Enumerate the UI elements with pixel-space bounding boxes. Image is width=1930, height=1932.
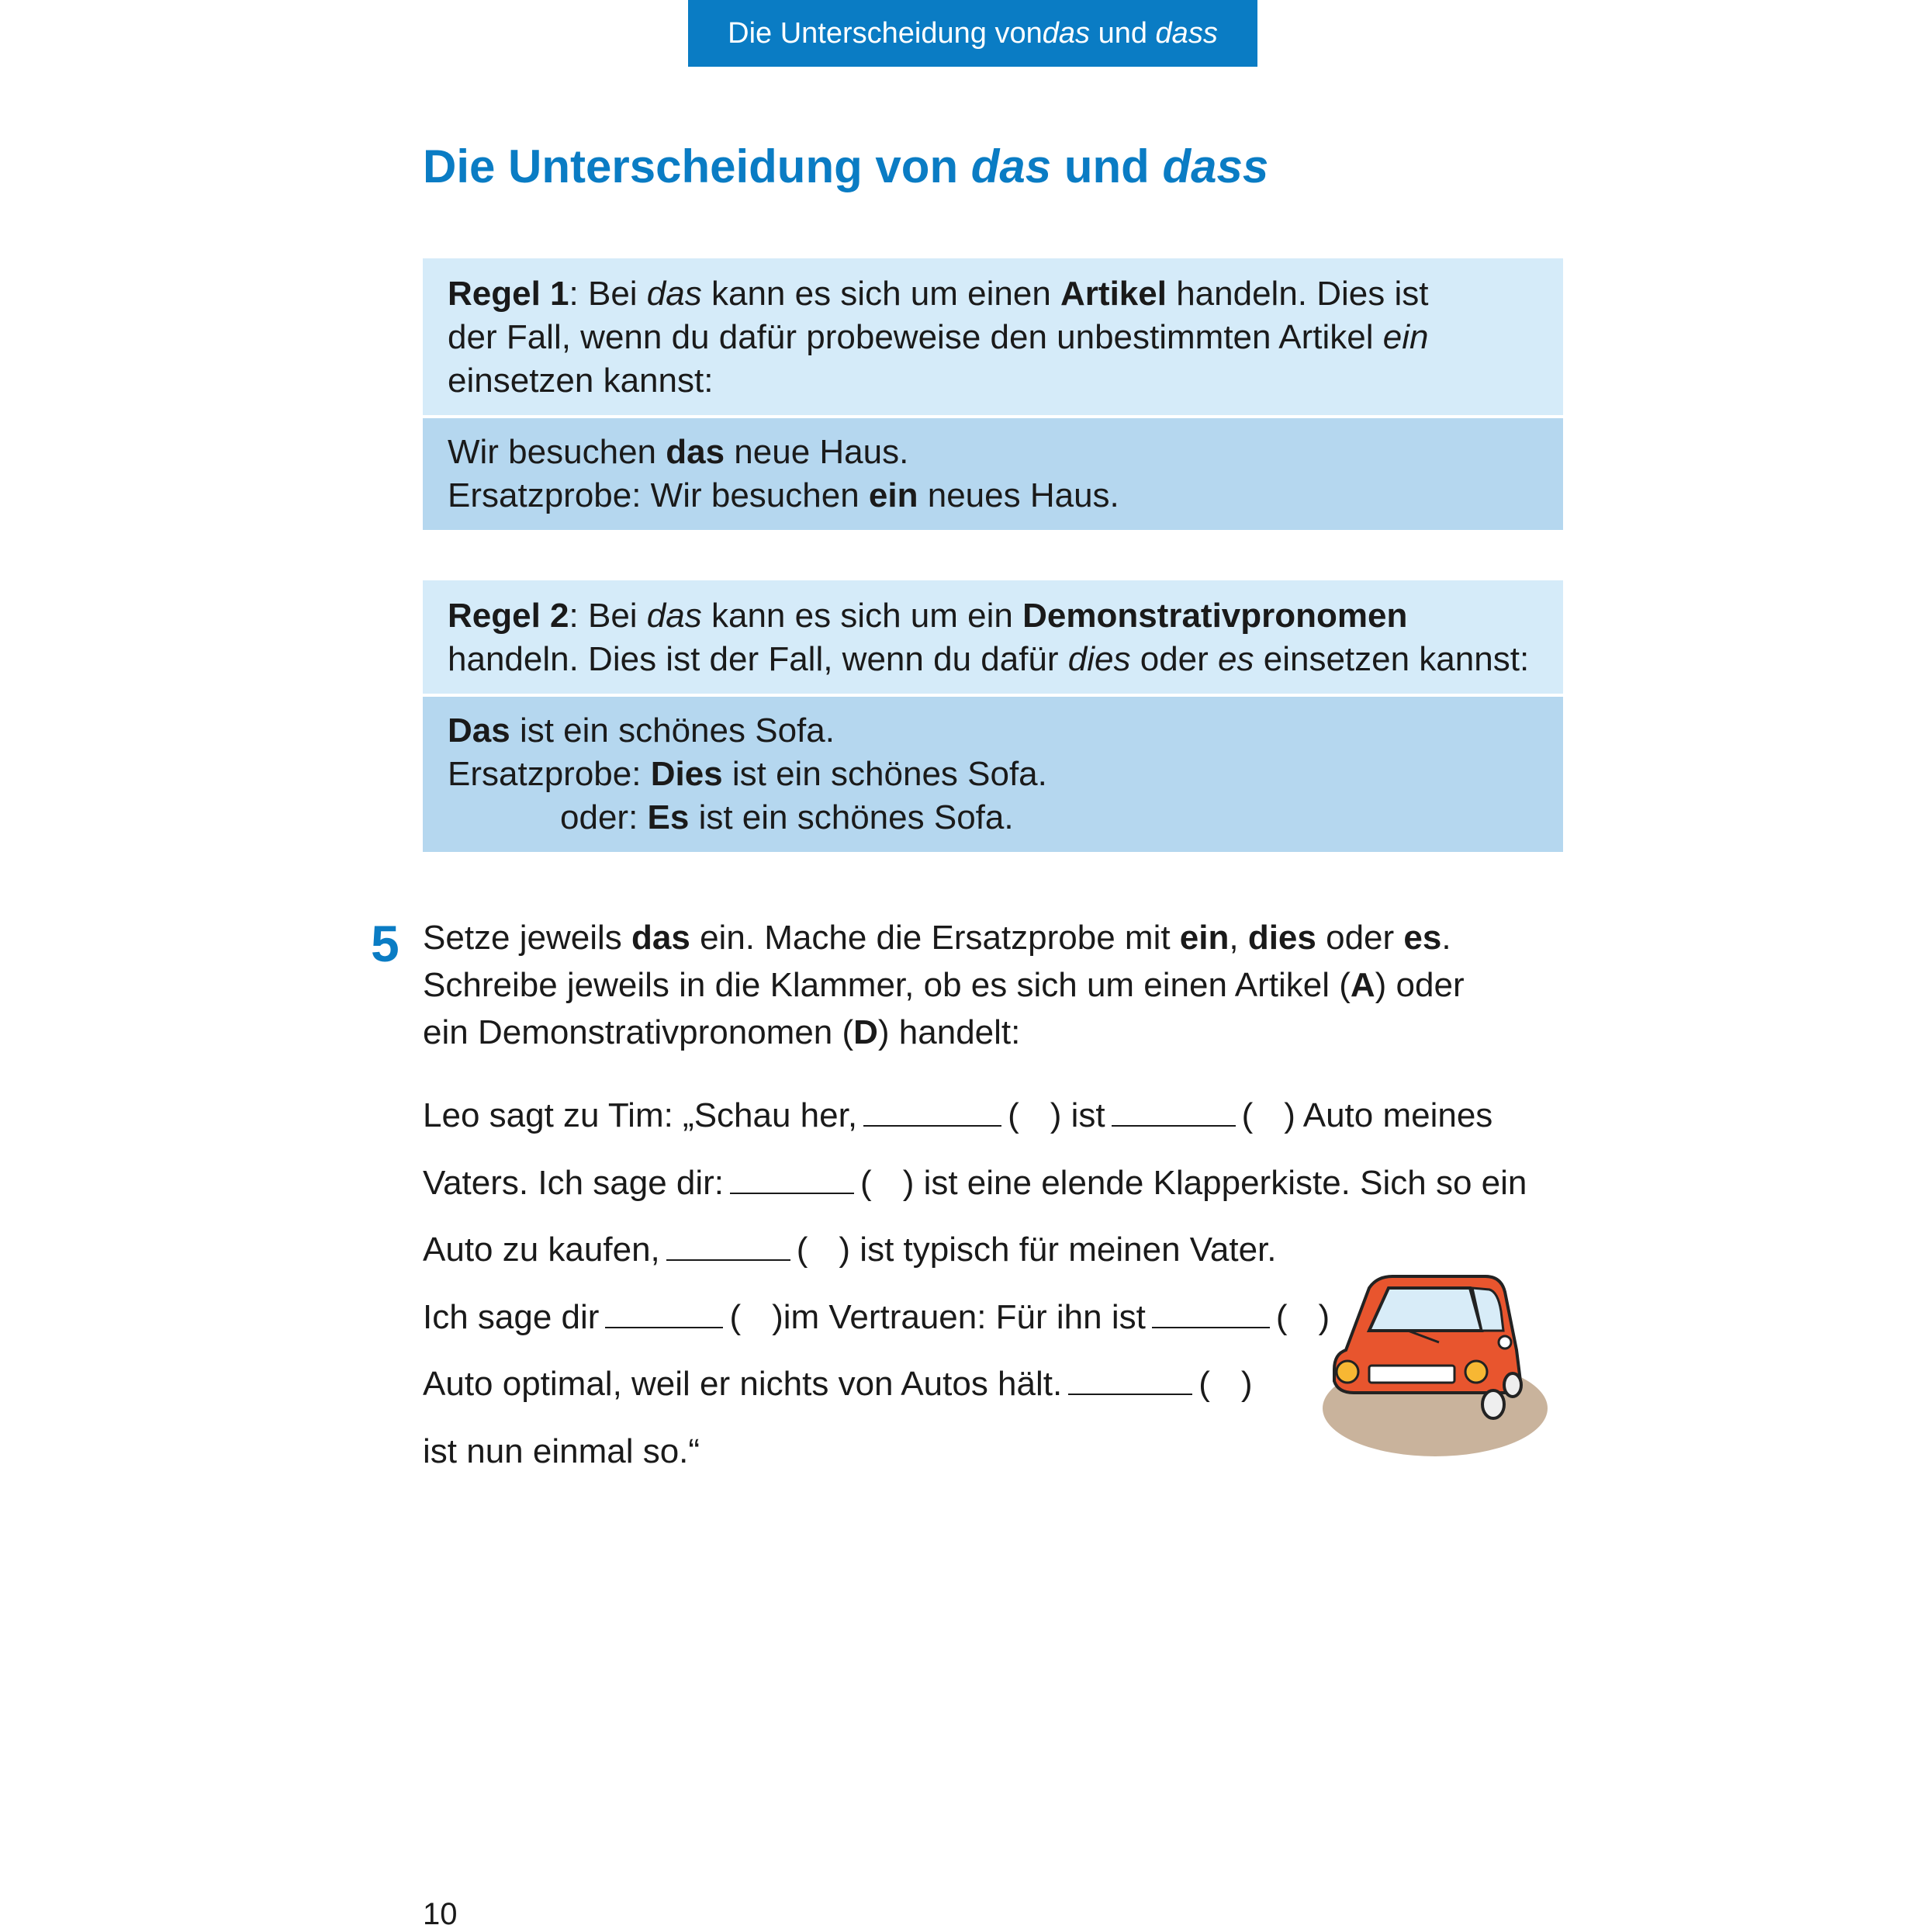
exercise-text-segment: Auto zu kaufen,: [423, 1231, 660, 1269]
rule-2-text: : Bei: [569, 597, 647, 635]
example-text: neues Haus.: [918, 476, 1119, 514]
page-title: [423, 140, 1268, 193]
exercise-text-segment: ) Auto meines: [1284, 1096, 1493, 1134]
answer-blank[interactable]: [1112, 1094, 1236, 1127]
rule-1-label: Regel 1: [448, 275, 569, 313]
answer-paren-open[interactable]: (: [1241, 1096, 1254, 1134]
page-number: 10: [423, 1897, 458, 1931]
answer-paren-open[interactable]: (: [1275, 1297, 1288, 1336]
car-illustration: [1315, 1257, 1548, 1459]
answer-blank[interactable]: [666, 1228, 790, 1261]
task-text: ) oder: [1375, 966, 1465, 1004]
chapter-header-tab: [688, 0, 1257, 67]
rule-2-text: kann es sich um ein: [701, 597, 1023, 635]
exercise-text-segment: ) ist eine elende Klapperkiste. Sich so ein: [902, 1163, 1527, 1202]
example-text: neue Haus.: [725, 433, 909, 471]
example-bold: Das: [448, 712, 510, 750]
car-windshield: [1369, 1288, 1482, 1331]
car-grille: [1369, 1366, 1454, 1383]
answer-paren-open[interactable]: (: [1008, 1096, 1019, 1134]
task-text: ein Demonstrativpronomen (: [423, 1013, 854, 1051]
task-text: .: [1441, 919, 1451, 957]
header-tab-text: Die Unterscheidung von: [728, 16, 1043, 50]
rule-1-definition: [423, 258, 1563, 418]
rule-2-example: [423, 697, 1563, 852]
example-text: Wir besuchen: [448, 433, 666, 471]
example-bold: das: [666, 433, 725, 471]
exercise-text-segment: ): [1240, 1365, 1253, 1403]
title-dass: dass: [1162, 140, 1269, 192]
exercise-text-segment: )im Vertrauen: Für ihn ist: [772, 1297, 1146, 1336]
rule-2-definition: [423, 580, 1563, 697]
task-instructions: [423, 914, 1563, 1056]
rule-2-es: es: [1218, 640, 1254, 678]
title-und: und: [1051, 140, 1163, 192]
task-text: Schreibe jeweils in die Klammer, ob es sich um einen Artikel (: [423, 966, 1351, 1004]
task-text: ) handelt:: [877, 1013, 1021, 1051]
car-mirror: [1499, 1336, 1511, 1349]
example-text: ist ein schönes Sofa.: [722, 755, 1047, 793]
example-bold: Es: [647, 798, 690, 836]
example-text: Ersatzprobe: Wir besuchen: [448, 476, 869, 514]
rule-1-example: [423, 418, 1563, 530]
exercise-text-segment: Leo sagt zu Tim: „Schau her,: [423, 1096, 858, 1134]
example-text: Ersatzprobe:: [448, 755, 651, 793]
task-text: oder: [1316, 919, 1404, 957]
header-tab-und: und: [1090, 16, 1156, 50]
car-headlight: [1465, 1361, 1487, 1383]
car-wheel: [1482, 1390, 1504, 1418]
header-tab-das: das: [1042, 16, 1091, 50]
exercise-text-segment: Auto optimal, weil er nichts von Autos hält.: [423, 1365, 1063, 1403]
answer-blank[interactable]: [1152, 1296, 1270, 1328]
exercise-text-segment: Vaters. Ich sage dir:: [423, 1163, 725, 1202]
rule-1-text: der Fall, wenn du dafür probeweise den unbestimmten Artikel: [448, 318, 1383, 356]
example-text: ist ein schönes Sofa.: [510, 712, 835, 750]
rule-2-box: [423, 580, 1563, 852]
task-bold: das: [631, 919, 690, 957]
exercise-text-segment: ) ist: [1050, 1096, 1105, 1134]
exercise-text-segment: ): [1318, 1297, 1330, 1336]
task-text: ein. Mache die Ersatzprobe mit: [690, 919, 1180, 957]
answer-paren-open[interactable]: (: [796, 1231, 808, 1269]
answer-paren-open[interactable]: (: [729, 1297, 742, 1336]
rule-2-text: einsetzen kannst:: [1254, 640, 1530, 678]
task-bold: A: [1350, 966, 1375, 1004]
exercise-text-segment: ist nun einmal so.“: [423, 1432, 700, 1470]
rule-2-dies: dies: [1067, 640, 1131, 678]
car-headlight: [1337, 1361, 1358, 1383]
rule-1-text: kann es sich um einen: [701, 275, 1061, 313]
task-bold: D: [853, 1013, 878, 1051]
exercise-text-segment: ) ist typisch für meinen Vater.: [839, 1231, 1277, 1269]
task-bold: es: [1403, 919, 1442, 957]
answer-paren-open[interactable]: (: [860, 1163, 872, 1202]
task-bold: dies: [1247, 919, 1316, 957]
rule-1-term: Artikel: [1060, 275, 1167, 313]
task-text: ,: [1229, 919, 1248, 957]
answer-blank[interactable]: [730, 1162, 854, 1194]
rule-2-term: Demonstrativpronomen: [1022, 597, 1408, 635]
title-text: Die Unterscheidung von: [423, 140, 971, 192]
rule-2-das: das: [646, 597, 702, 635]
rule-1-box: [423, 258, 1563, 530]
rule-2-label: Regel 2: [448, 597, 569, 635]
car-wheel: [1504, 1373, 1521, 1397]
exercise-line: [423, 1092, 1563, 1160]
answer-blank[interactable]: [605, 1296, 723, 1328]
rule-1-text: handeln. Dies ist: [1166, 275, 1429, 313]
rule-2-text: oder: [1130, 640, 1219, 678]
title-das: das: [970, 140, 1052, 192]
rule-1-das: das: [646, 275, 702, 313]
task-number: 5: [371, 915, 399, 972]
exercise-line: [423, 1160, 1563, 1227]
rule-1-text: einsetzen kannst:: [448, 362, 714, 400]
answer-blank[interactable]: [863, 1094, 1001, 1127]
example-text: oder:: [560, 798, 648, 836]
example-bold: ein: [868, 476, 918, 514]
rule-1-text: : Bei: [569, 275, 647, 313]
rule-1-ein: ein: [1382, 318, 1429, 356]
task-bold: ein: [1179, 919, 1230, 957]
answer-blank[interactable]: [1068, 1362, 1192, 1395]
task-text: Setze jeweils: [423, 919, 632, 957]
header-tab-dass: dass: [1155, 16, 1218, 50]
rule-2-text: handeln. Dies ist der Fall, wenn du dafür: [448, 640, 1068, 678]
example-text: ist ein schönes Sofa.: [689, 798, 1014, 836]
exercise-text-segment: Ich sage dir: [423, 1297, 600, 1336]
example-bold: Dies: [650, 755, 723, 793]
answer-paren-open[interactable]: (: [1198, 1365, 1210, 1403]
